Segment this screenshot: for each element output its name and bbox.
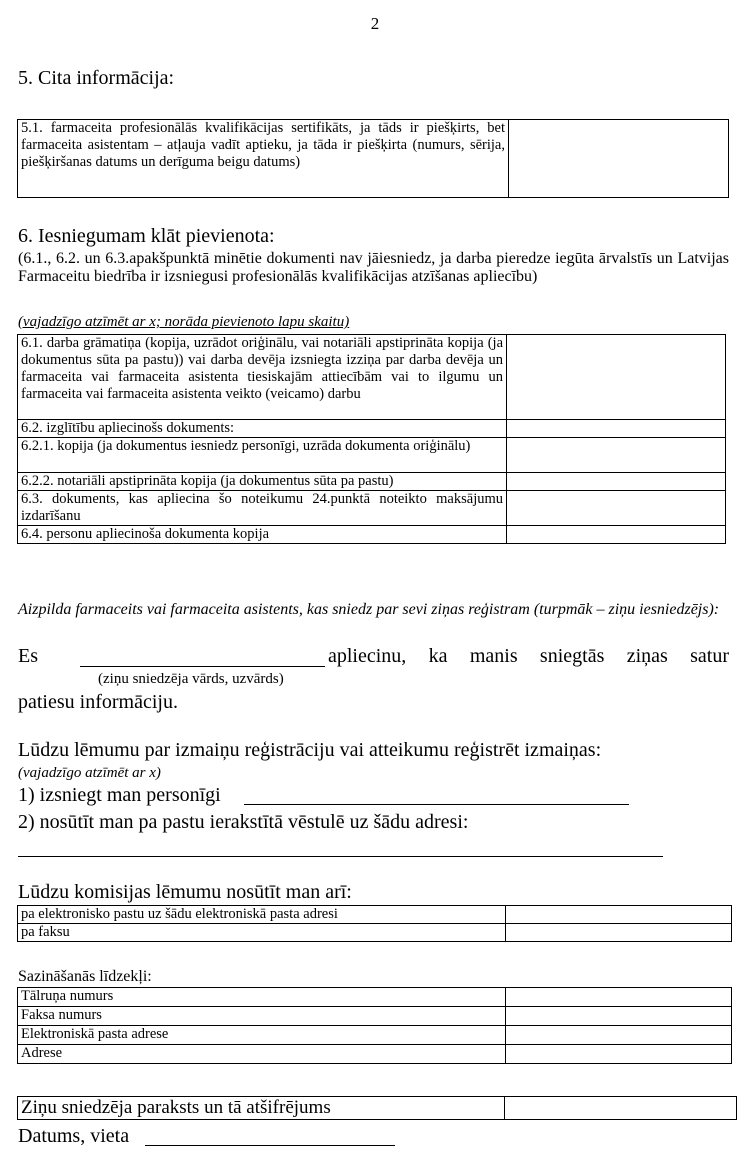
table-row [18,491,726,526]
commission-heading: Lūdzu komisijas lēmumu nosūtīt man arī: [18,881,352,903]
row-6-1-label: 6.1. darba grāmatiņa (kopija, uzrādot oriģinālu, vai notariāli apstiprināta kopija (ja dokumentus sūta pa pastu)) vai darba devēja izsniegta izziņa par darba devēja un farmaceita vai farmaceita asistenta tiesiskajām attiecībām vai to ilgumu un farmaceita vai farmaceita asistenta veikto (veicamo) darbu [18,335,507,420]
commission-fax-label: pa faksu [18,924,506,942]
table-row [18,335,726,420]
row-6-2-label: 6.2. izglītību apliecinošs dokuments: [18,420,507,438]
signature-table [17,1096,737,1120]
contact-address-label: Adrese [18,1045,506,1064]
commission-fax-value[interactable] [506,924,732,942]
signature-label: Ziņu sniedzēja paraksts un tā atšifrējums [18,1097,505,1120]
table-row [18,1045,732,1064]
commission-table [17,905,732,942]
row-6-4-label: 6.4. personu apliecinoša dokumenta kopija [18,526,507,544]
contacts-heading: Sazināšanās līdzekļi: [18,968,152,985]
contact-email-label: Elektroniskā pasta adrese [18,1026,506,1045]
row-6-2-value[interactable] [507,420,726,438]
table-row [18,1097,737,1120]
decision-instruction: (vajadzīgo atzīmēt ar x) [18,765,161,781]
decision-heading: Lūdzu lēmumu par izmaiņu reģistrāciju vai atteikumu reģistrēt izmaiņas: [18,739,602,761]
table-row [18,924,732,942]
table-row [18,526,726,544]
table-row [18,988,732,1007]
commission-email-value[interactable] [506,906,732,924]
address-input-line[interactable] [18,856,663,857]
declaration-continuation: patiesu informāciju. [18,691,178,713]
signature-value[interactable] [505,1097,737,1120]
row-6-2-1-label: 6.2.1. kopija (ja dokumentus iesniedz personīgi, uzrāda dokumenta oriģinālu) [18,438,507,473]
declaration-text: apliecinu, ka manis sniegtās ziņas satur [328,645,729,667]
table-row [18,120,729,198]
date-place-label: Datums, vieta [18,1125,130,1147]
row-5-1-value[interactable] [509,120,729,198]
section-6-note: (6.1., 6.2. un 6.3.apakšpunktā minētie dokumenti nav jāiesniedz, ja darba pieredze iegūta ārvalstīs un Latvijas Farmaceitu biedrība ir izsniegusi profesionālās kvalifikācijas atzīšanas apliecību) [18,250,729,285]
row-6-3-label: 6.3. dokuments, kas apliecina šo noteikumu 24.punktā noteikto maksājumu izdarīšanu [18,491,507,526]
decision-option-2: 2) nosūtīt man pa pastu ierakstītā vēstulē uz šādu adresi: [18,811,469,833]
declaration-es: Es [18,645,38,667]
table-row [18,1007,732,1026]
contact-fax-value[interactable] [506,1007,732,1026]
table-row [18,906,732,924]
commission-email-label: pa elektronisko pastu uz šādu elektroniskā pasta adresi [18,906,506,924]
contacts-table [17,987,732,1064]
contact-email-value[interactable] [506,1026,732,1045]
table-row [18,420,726,438]
row-6-2-2-value[interactable] [507,473,726,491]
section-6-table [17,334,726,544]
decision-option-1: 1) izsniegt man personīgi [18,784,221,806]
section-5-table [17,119,729,198]
section-6-heading: 6. Iesniegumam klāt pievienota: [18,225,275,247]
name-caption: (ziņu sniedzēja vārds, uzvārds) [98,671,284,687]
table-row [18,1026,732,1045]
date-place-input-line[interactable] [145,1145,395,1146]
table-row [18,438,726,473]
contact-fax-label: Faksa numurs [18,1007,506,1026]
row-5-1-label: 5.1. farmaceita profesionālās kvalifikācijas sertifikāts, ja tāds ir piešķirts, bet farmaceita asistentam – atļauja vadīt aptieku, ja tāda ir piešķirta (numurs, sērija, piešķiršanas datums un derīguma beigu datums) [18,120,509,198]
table-row [18,473,726,491]
contact-phone-value[interactable] [506,988,732,1007]
section-5-heading: 5. Cita informācija: [18,67,175,89]
section-6-instruction: (vajadzīgo atzīmēt ar x; norāda pievienoto lapu skaitu) [18,314,350,330]
declaration-intro: Aizpilda farmaceits vai farmaceita asistents, kas sniedz par sevi ziņas reģistram (turpmāk – ziņu iesniedzējs): [18,601,720,618]
row-6-2-1-value[interactable] [507,438,726,473]
option-1-input-line[interactable] [244,804,629,805]
row-6-1-value[interactable] [507,335,726,420]
row-6-3-value[interactable] [507,491,726,526]
row-6-2-2-label: 6.2.2. notariāli apstiprināta kopija (ja dokumentus sūta pa pastu) [18,473,507,491]
contact-address-value[interactable] [506,1045,732,1064]
row-6-4-value[interactable] [507,526,726,544]
contact-phone-label: Tālruņa numurs [18,988,506,1007]
page-number: 2 [370,14,380,33]
name-input-line[interactable] [80,666,325,667]
